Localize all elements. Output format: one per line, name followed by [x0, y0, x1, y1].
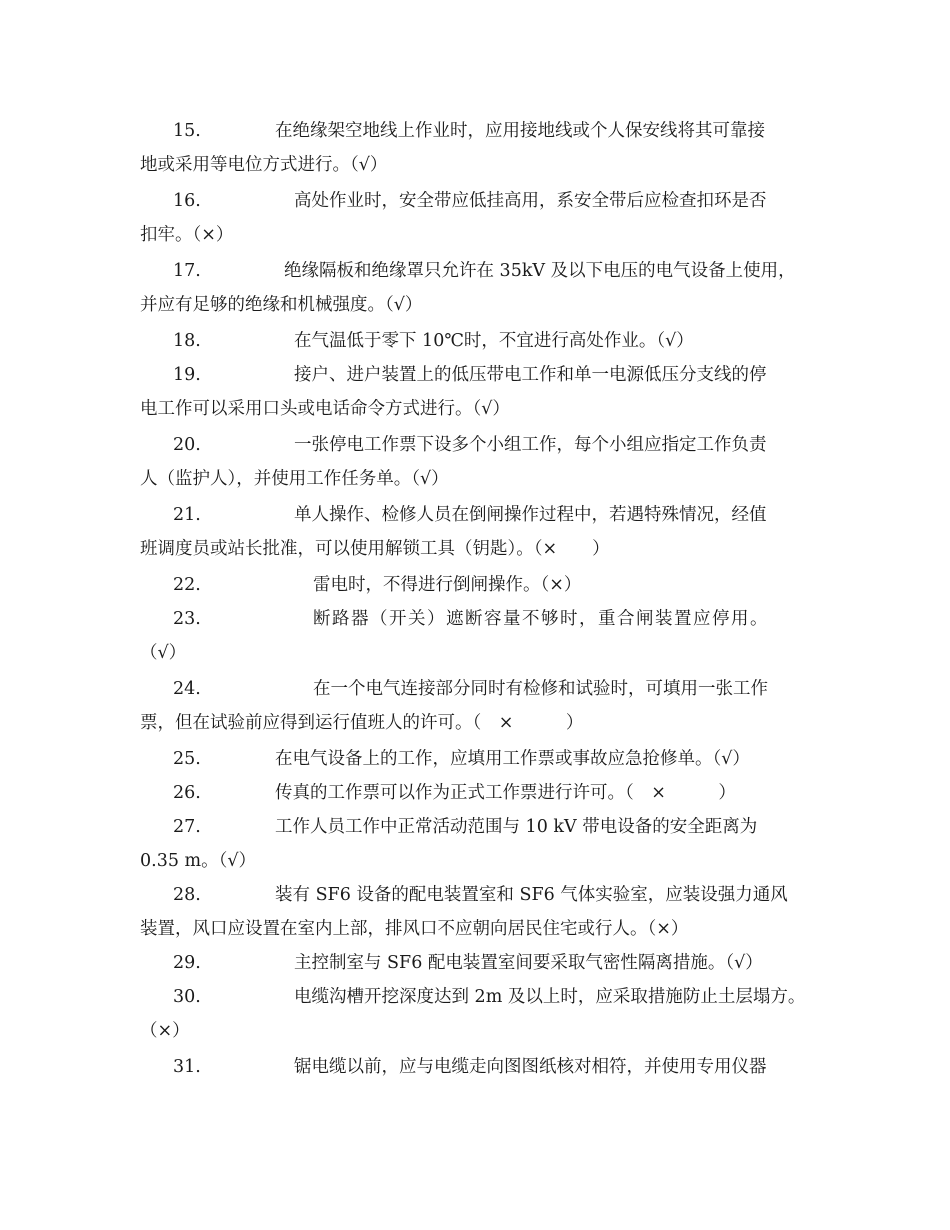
question-text: 电缆沟槽开挖深度达到 2m 及以上时，应采取措施防止土层塌方。: [294, 987, 806, 1007]
question-text: 装有 SF6 设备的配电装置室和 SF6 气体实验室，应装设强力通风: [275, 885, 788, 905]
question-number: 15.: [173, 121, 201, 141]
question-text: 锯电缆以前，应与电缆走向图图纸核对相符，并使用专用仪器: [294, 1057, 767, 1077]
question-number: 25.: [173, 749, 201, 769]
question-19: [140, 358, 820, 426]
question-number: 31.: [173, 1057, 201, 1077]
question-number: 21.: [173, 505, 201, 525]
question-number: 20.: [173, 435, 201, 455]
question-text-continued: 人（监护人），并使用工作任务单。（√）: [140, 469, 449, 489]
question-25: [140, 742, 820, 776]
question-26: [140, 776, 820, 810]
question-text: 在气温低于零下 10℃时，不宜进行高处作业。（√）: [294, 331, 694, 351]
question-30: [140, 980, 820, 1048]
question-text: 绝缘隔板和绝缘罩只允许在 35kV 及以下电压的电气设备上使用，: [284, 261, 796, 281]
question-text-continued: 0.35 m。（√）: [140, 851, 257, 871]
question-17: [140, 254, 820, 322]
question-number: 16.: [173, 191, 201, 211]
question-text-continued: 班调度员或站长批准，可以使用解锁工具（钥匙）。（× ）: [140, 539, 610, 559]
question-31: [140, 1050, 820, 1084]
question-20: [140, 428, 820, 496]
question-text: 单人操作、检修人员在倒闸操作过程中，若遇特殊情况，经值: [294, 505, 767, 525]
question-text: 雷电时，不得进行倒闸操作。（×）: [313, 575, 582, 595]
question-text: 高处作业时，安全带应低挂高用，系安全带后应检查扣环是否: [294, 191, 767, 211]
question-23: [140, 602, 820, 670]
question-number: 30.: [173, 987, 201, 1007]
question-number: 24.: [173, 679, 201, 699]
question-18: [140, 324, 820, 358]
question-number: 28.: [173, 885, 201, 905]
question-text: 一张停电工作票下设多个小组工作，每个小组应指定工作负责: [294, 435, 767, 455]
question-text: 工作人员工作中正常活动范围与 10 kV 带电设备的安全距离为: [275, 817, 758, 837]
question-text-continued: 地或采用等电位方式进行。（√）: [140, 155, 388, 175]
question-text-continued: 电工作可以采用口头或电话命令方式进行。（√）: [140, 399, 510, 419]
question-text: 传真的工作票可以作为正式工作票进行许可。（ × ）: [275, 783, 736, 803]
question-number: 17.: [173, 261, 201, 281]
question-text: 在电气设备上的工作，应填用工作票或事故应急抢修单。（√）: [275, 749, 750, 769]
question-text: 接户、进户装置上的低压带电工作和单一电源低压分支线的停: [294, 365, 767, 385]
question-number: 26.: [173, 783, 201, 803]
question-21: [140, 498, 820, 566]
question-text: 在一个电气连接部分同时有检修和试验时，可填用一张工作: [313, 679, 768, 699]
question-text-continued: 并应有足够的绝缘和机械强度。（√）: [140, 295, 423, 315]
question-text: 在绝缘架空地线上作业时，应用接地线或个人保安线将其可靠接: [275, 121, 765, 141]
question-number: 22.: [173, 575, 201, 595]
question-text: 断路器（开关）遮断容量不够时，重合闸装置应停用。: [313, 609, 769, 629]
question-text-continued: （×）: [140, 1021, 190, 1041]
question-text-continued: 票，但在试验前应得到运行值班人的许可。（ × ）: [140, 713, 584, 733]
question-28: [140, 878, 820, 946]
question-number: 27.: [173, 817, 201, 837]
question-text-continued: 扣牢。（×）: [140, 225, 234, 245]
question-24: [140, 672, 820, 740]
question-number: 19.: [173, 365, 201, 385]
question-27: [140, 810, 820, 878]
question-number: 23.: [173, 609, 201, 629]
question-text: 主控制室与 SF6 配电装置室间要采取气密性隔离措施。（√）: [294, 953, 763, 973]
question-number: 18.: [173, 331, 201, 351]
question-22: [140, 568, 820, 602]
question-number: 29.: [173, 953, 201, 973]
question-text-continued: 装置，风口应设置在室内上部，排风口不应朝向居民住宅或行人。（×）: [140, 919, 689, 939]
question-16: [140, 184, 820, 252]
question-15: [140, 114, 820, 182]
question-29: [140, 946, 820, 980]
question-text-continued: （√）: [140, 643, 187, 663]
